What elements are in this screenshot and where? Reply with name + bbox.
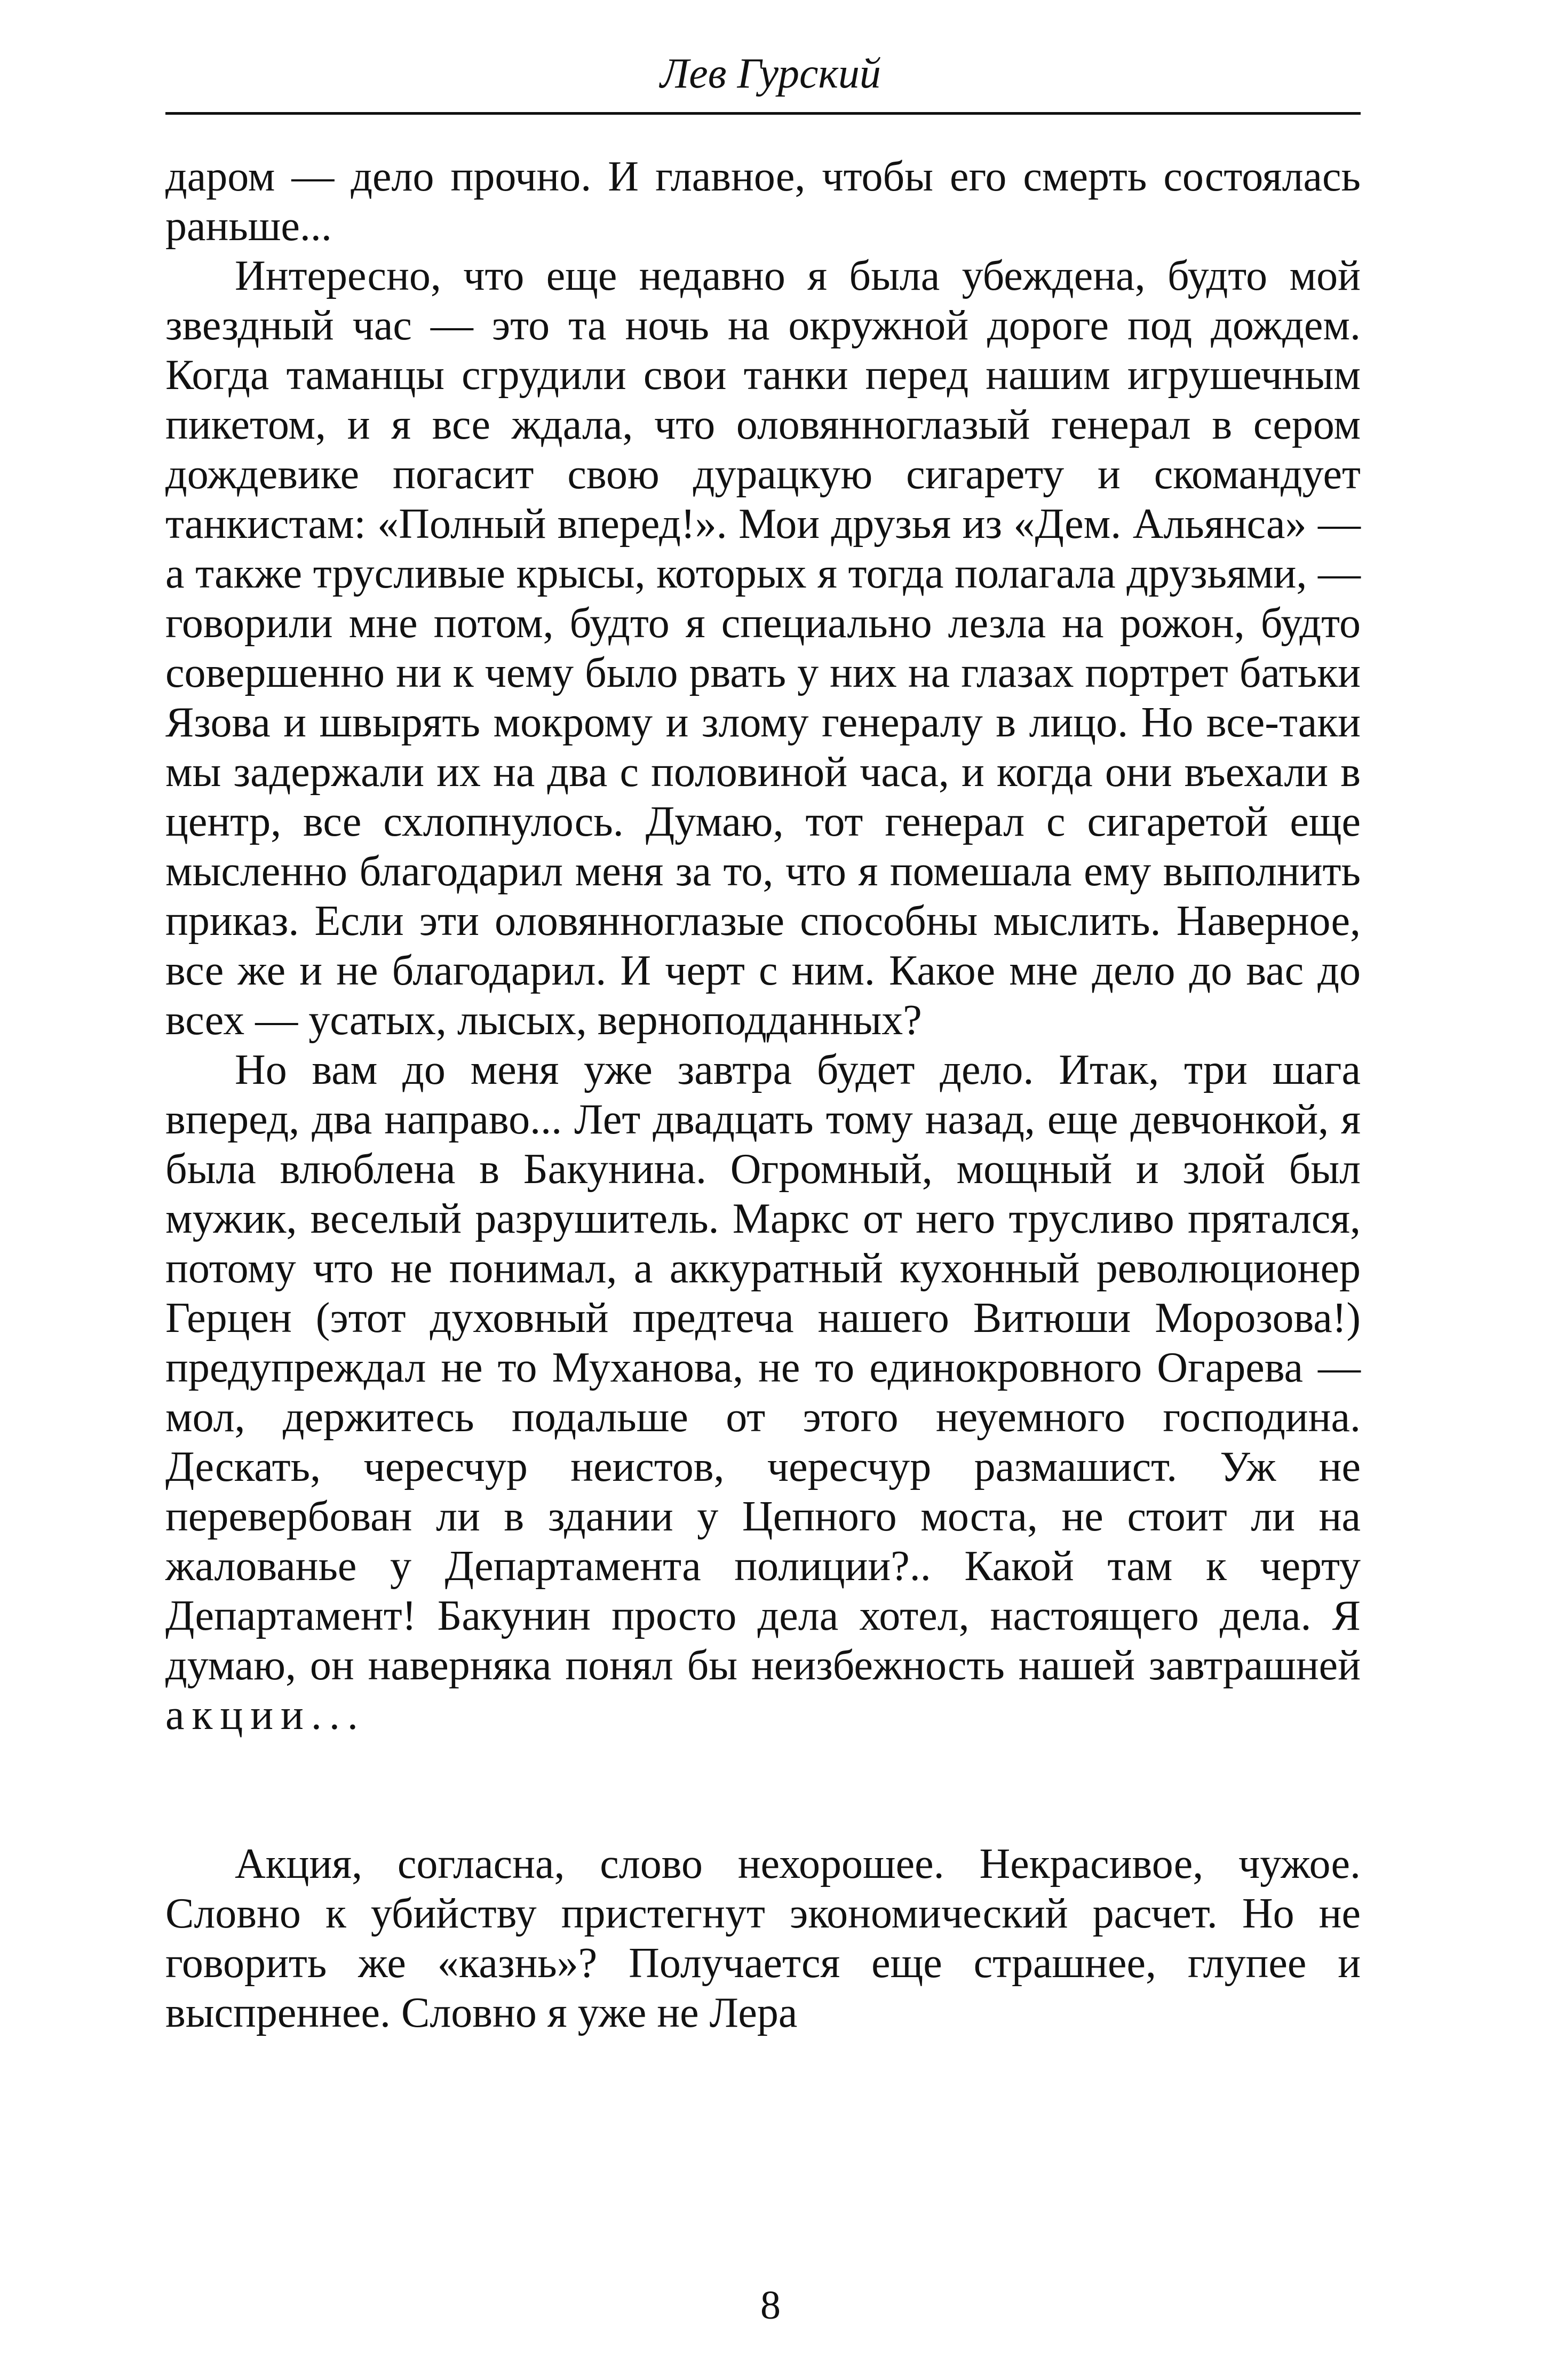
spaced-word-action: акции... [165, 1692, 366, 1739]
paragraph-continuation: даром — дело прочно. И главное, чтобы его смерть состоялась раньше... [165, 153, 1361, 250]
header-rule [165, 112, 1361, 115]
paragraph-bakunin [165, 1045, 1361, 1740]
paragraph-bakunin-text: Но вам до меня уже завтра будет дело. Итак, три шага вперед, два направо... Лет двадцать тому назад, еще девчонкой, я была влюблена в Бакунина. Огромный, мощный и злой был мужик, веселый разрушитель. Маркс от него трусливо прятался, потому что не понимал, а аккуратный кухонный революционер Герцен (этот духовный предтеча нашего Витюши Морозова!) предупреждал не то Муханова, не то единокровного Огарева — мол, держитесь подальше от этого неуемного господина. Дескать, чересчур неистов, чересчур размашист. Уж не перевербован ли в здании у Цепного моста, не стоит ли на жалованье у Департамента полиции?.. Какой там к черту Департамент! Бакунин просто дела хотел, настоящего дела. Я думаю, он наверняка понял бы неизбежность нашей завтрашней [165, 1046, 1361, 1689]
body-text [165, 152, 1361, 2038]
page-number: 8 [760, 2283, 781, 2328]
section-break [165, 1740, 1361, 1839]
running-title: Лев Гурский [660, 50, 881, 97]
paragraph-starry-hour: Интересно, что еще недавно я была убеждена, будто мой звездный час — это та ночь на окружной дороге под дождем. Когда таманцы сгрудили свои танки перед нашим игрушечным пикетом, и я все ждала, что оловянноглазый генерал в сером дождевике погасит свою дурацкую сигарету и скомандует танкистам: «Полный вперед!». Мои друзья из «Дем. Альянса» — а также трусливые крысы, которых я тогда полагала друзьями, — говорили мне потом, будто я специально лезла на рожон, будто совершенно ни к чему было рвать у них на глазах портрет батьки Язова и швырять мокрому и злому генералу в лицо. Но все-таки мы задержали их на два с половиной часа, и когда они въехали в центр, все схлопнулось. Думаю, тот генерал с сигаретой еще мысленно благодарил меня за то, что я помешала ему выполнить приказ. Если эти оловянноглазые способны мыслить. Наверное, все же и не благодарил. И черт с ним. Какое мне дело до вас до всех — усатых, лысых, верноподданных? [165, 252, 1361, 1044]
paragraph-action: Акция, согласна, слово нехорошее. Некрасивое, чужое. Словно к убийству пристегнут экономический расчет. Но не говорить же «казнь»? Получается еще страшнее, глупее и выспреннее. Словно я уже не Лера [165, 1840, 1361, 2036]
